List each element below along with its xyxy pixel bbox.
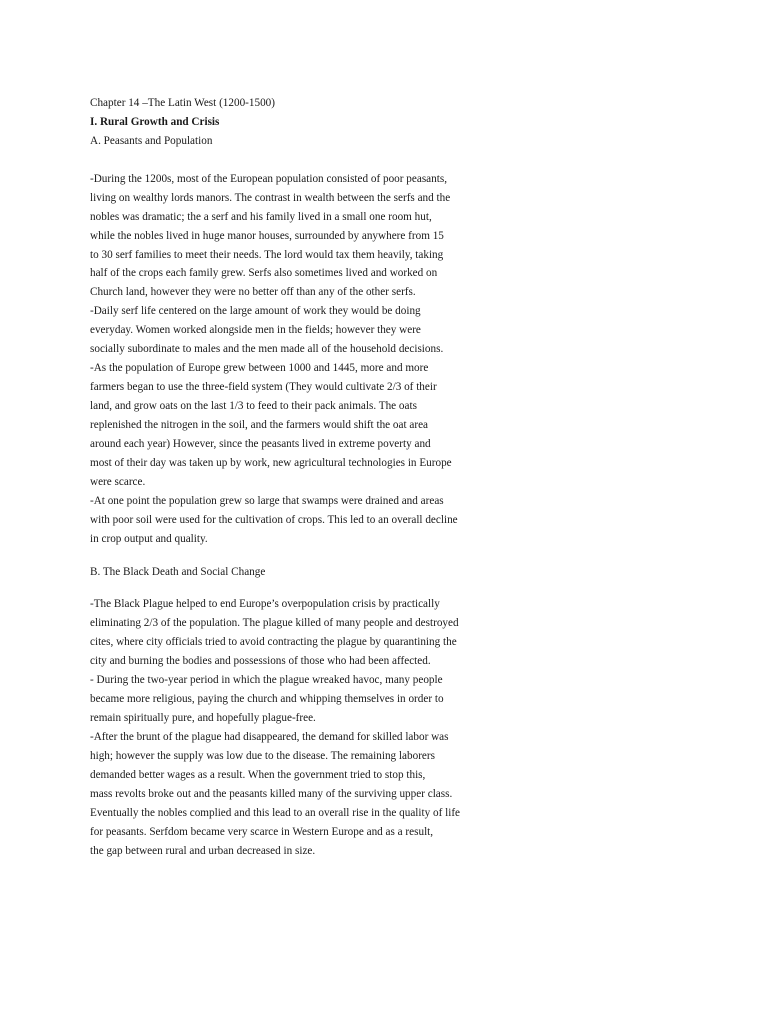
text-line: half of the crops each family grew. Serfs also sometimes lived and worked on	[90, 267, 438, 280]
text-line: most of their day was taken up by work, new agricultural technologies in Europe	[90, 456, 452, 469]
text-line: high; however the supply was low due to the disease. The remaining laborers	[90, 749, 435, 762]
text-line: - During the two-year period in which the plague wreaked havoc, many people	[90, 674, 443, 687]
text-line: to 30 serf families to meet their needs. The lord would tax them heavily, taking	[90, 248, 444, 261]
text-line: farmers began to use the three-field system (They would cultivate 2/3 of their	[90, 381, 437, 394]
text-line: in crop output and quality.	[90, 532, 208, 545]
chapter-title: Chapter 14 –The Latin West (1200-1500)	[90, 97, 275, 109]
text-line: land, and grow oats on the last 1/3 to feed to their pack animals. The oats	[90, 400, 417, 412]
text-line: while the nobles lived in huge manor houses, surrounded by anywhere from 15	[90, 229, 444, 242]
text-line: nobles was dramatic; the a serf and his family lived in a small one room hut,	[90, 210, 432, 223]
text-line: demanded better wages as a result. When the government tried to stop this,	[90, 768, 426, 781]
text-line: the gap between rural and urban decreased in size.	[90, 844, 316, 857]
text-line: -Daily serf life centered on the large amount of work they would be doing	[90, 305, 421, 318]
text-line: with poor soil were used for the cultivation of crops. This led to an overall decline	[90, 513, 458, 526]
text-line: living on wealthy lords manors. The contrast in wealth between the serfs and the	[90, 191, 451, 204]
text-line: around each year) However, since the peasants lived in extreme poverty and	[90, 437, 431, 450]
text-line: eliminating 2/3 of the population. The plague killed of many people and destroyed	[90, 617, 459, 630]
paragraph-peasants-population	[90, 170, 540, 549]
text-line: remain spiritually pure, and hopefully plague-free.	[90, 712, 316, 725]
text-line: everyday. Women worked alongside men in the fields; however they were	[90, 324, 421, 337]
text-line: became more religious, paying the church and whipping themselves in order to	[90, 693, 444, 706]
text-line: were scarce.	[90, 475, 146, 488]
text-line: mass revolts broke out and the peasants killed many of the surviving upper class.	[90, 787, 453, 800]
text-line: -At one point the population grew so large that swamps were drained and areas	[90, 494, 444, 507]
section-title: I. Rural Growth and Crisis	[90, 115, 220, 128]
text-line: for peasants. Serfdom became very scarce in Western Europe and as a result,	[90, 825, 434, 838]
text-line: -As the population of Europe grew between 1000 and 1445, more and more	[90, 362, 429, 375]
text-line: -The Black Plague helped to end Europe’s overpopulation crisis by practically	[90, 598, 440, 611]
document-page	[90, 94, 540, 861]
text-line: socially subordinate to males and the men made all of the household decisions.	[90, 343, 444, 356]
subsection-heading-b: B. The Black Death and Social Change	[90, 565, 266, 578]
text-line: replenished the nitrogen in the soil, and the farmers would shift the oat area	[90, 418, 429, 431]
subsection-heading-a: A. Peasants and Population	[90, 134, 213, 147]
text-line: cites, where city officials tried to avoid contracting the plague by quarantining the	[90, 636, 457, 649]
text-line: -During the 1200s, most of the European population consisted of poor peasants,	[90, 172, 448, 185]
paragraph-black-death	[90, 595, 540, 860]
text-line: -After the brunt of the plague had disappeared, the demand for skilled labor was	[90, 731, 449, 743]
text-line: city and burning the bodies and possessions of those who had been affected.	[90, 655, 431, 668]
text-line: Eventually the nobles complied and this lead to an overall rise in the quality of life	[90, 806, 461, 819]
text-line: Church land, however they were no better off than any of the other serfs.	[90, 286, 416, 299]
